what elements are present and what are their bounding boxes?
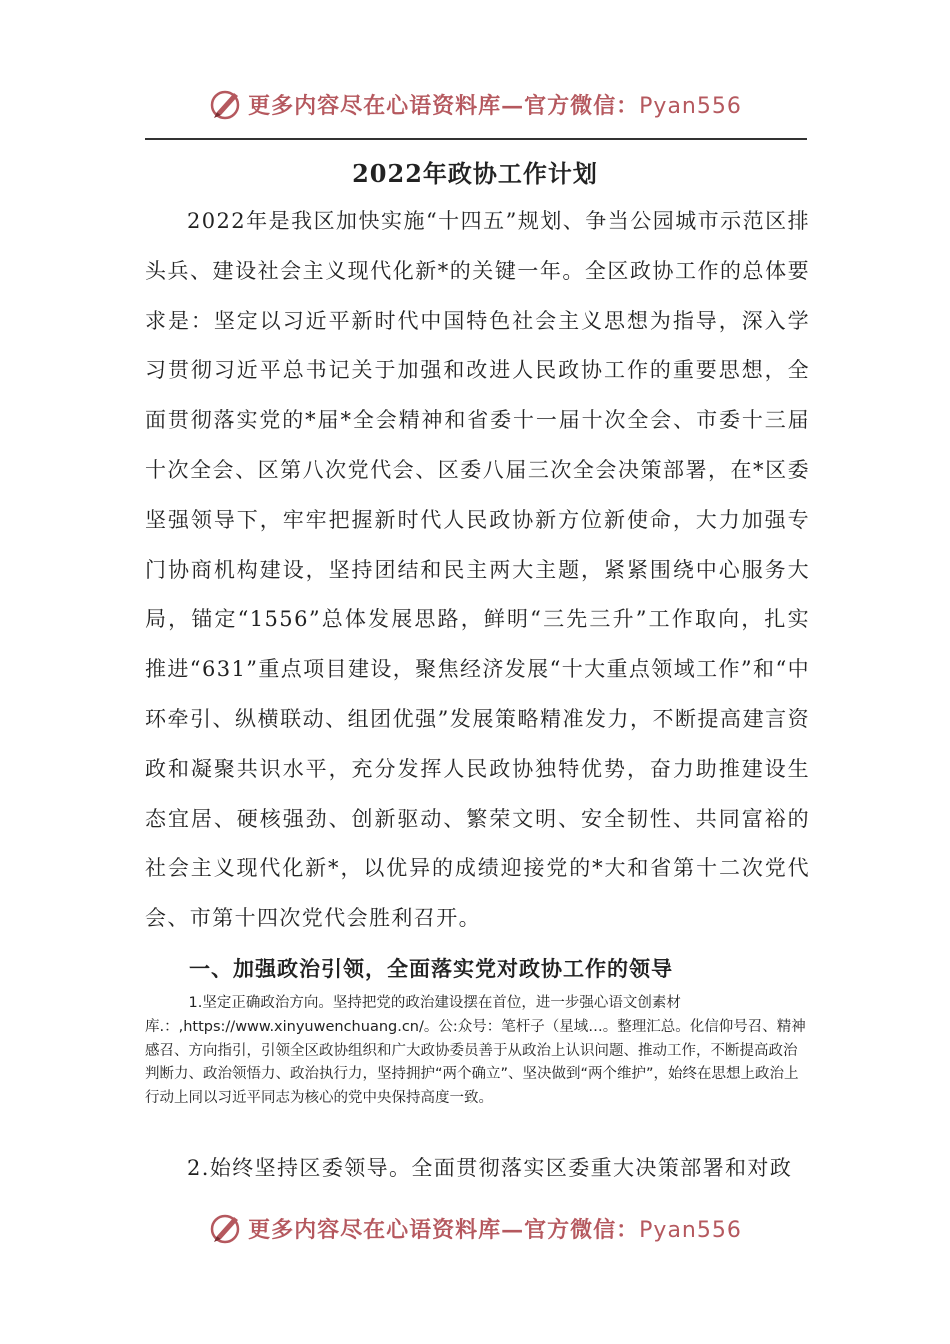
- header-rule: [145, 138, 807, 140]
- intro-paragraph: 2022年是我区加快实施“十四五”规划、争当公园城市示范区排头兵、建设社会主义现代化新*的关键一年。全区政协工作的总体要求是：坚定以习近平新时代中国特色社会主义思想为指导，深入学习贯彻习近平总书记关于加强和改进人民政协工作的重要思想，全面贯彻落实党的*届*全会精神和省委十一届十次全会、市委十三届十次全会、区第八次党代会、区委八届三次全会决策部署，在*区委坚强领导下，牢牢把握新时代人民政协新方位新使命，大力加强专门协商机构建设，坚持团结和民主两大主题，紧紧围绕中心服务大局，锚定“1556”总体发展思路，鲜明“三先三升”工作取向，扎实推进“631”重点项目建设，聚焦经济发展“十大重点领域工作”和“中环牵引、纵横联动、组团优强”发展策略精准发力，不断提高建言资政和凝聚共识水平，充分发挥人民政协独特优势，奋力助推建设生态宜居、硬核强劲、创新驱动、繁荣文明、安全韧性、共同富裕的社会主义现代化新*，以优异的成绩迎接党的*大和省第十二次党代会、市第十四次党代会胜利召开。: [145, 209, 810, 931]
- pen-logo-icon: [208, 86, 244, 122]
- pen-logo-icon: [208, 1210, 244, 1246]
- section-heading-1: 一、加强政治引领，全面落实党对政协工作的领导: [189, 956, 673, 981]
- item-2-paragraph: 2.始终坚持区委领导。全面贯彻落实区委重大决策部署和对政: [187, 1156, 793, 1180]
- watermark-text: 更多内容尽在心语资料库—官方微信：Pyan556: [248, 1216, 742, 1243]
- watermark-banner-top: [0, 80, 950, 128]
- watermark-text: 更多内容尽在心语资料库—官方微信：Pyan556: [248, 92, 742, 119]
- document-title: 2022年政协工作计划: [352, 159, 598, 188]
- item-1-paragraph: 1.坚定正确政治方向。坚持把党的政治建设摆在首位，进一步强心语文创素材库.：,https://www.xinyuwenchuang.cn/。公:众号：笔杆子（星域…。整理汇总。化信仰号召、精神感召、方向指引，引领全区政协组织和广大政协委员善于从政治上认识问题、推动工作，不断提高政治判断力、政治领悟力、政治执行力，坚持拥护“两个确立”、坚决做到“两个维护”，始终在思想上政治上行动上同以习近平同志为核心的党中央保持高度一致。: [145, 995, 806, 1107]
- watermark-banner-bottom: [0, 1204, 950, 1252]
